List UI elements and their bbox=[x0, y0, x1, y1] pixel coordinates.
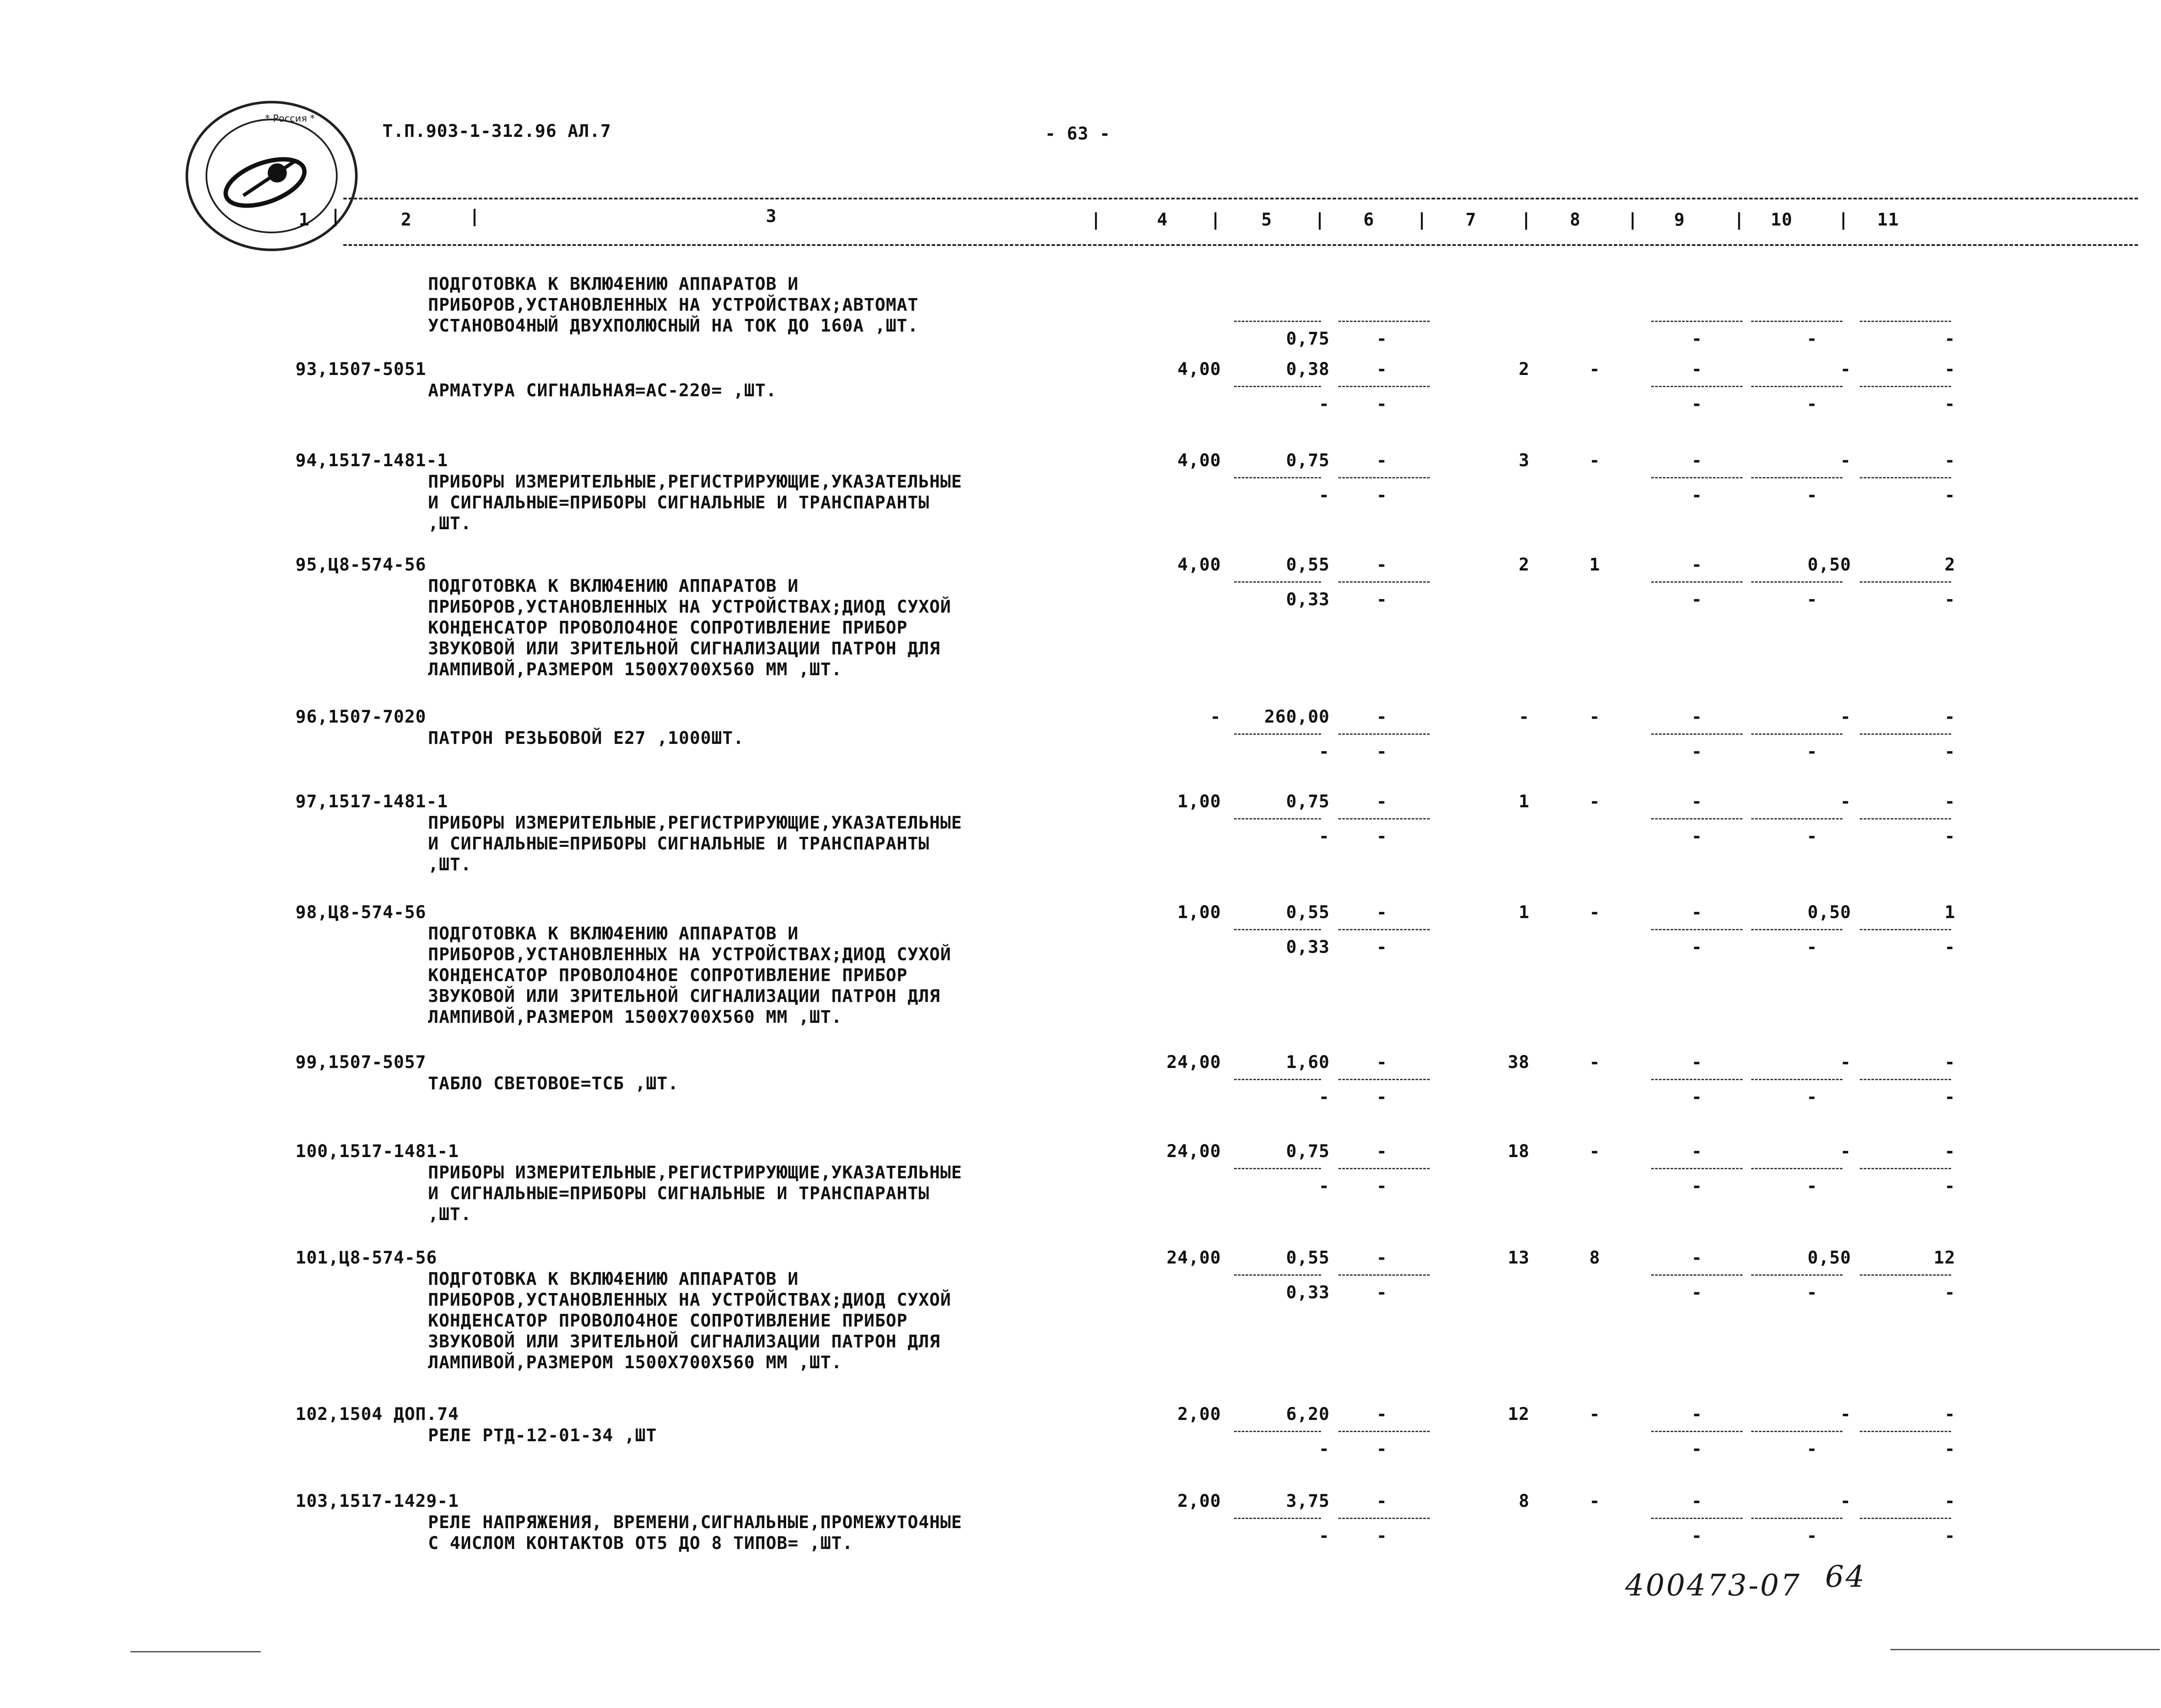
cell-c6: - bbox=[1376, 792, 1388, 812]
cell-c9: - bbox=[1691, 902, 1703, 922]
cell-c11: - bbox=[1944, 1491, 1955, 1511]
cell-c10-second: - bbox=[1806, 590, 1818, 610]
cell-c9-second: - bbox=[1691, 590, 1703, 610]
cell-c10: 0,50 bbox=[1807, 902, 1851, 922]
cell-divider-line bbox=[1751, 733, 1842, 735]
cell-c5-second: - bbox=[1318, 394, 1330, 414]
cell-c11: - bbox=[1944, 451, 1955, 471]
cell-c6-second: - bbox=[1376, 394, 1388, 414]
cell-divider-line bbox=[1338, 477, 1430, 478]
cell-c6: - bbox=[1376, 451, 1388, 471]
cell-divider-line bbox=[1234, 1274, 1321, 1276]
cell-c10: - bbox=[1840, 1141, 1851, 1161]
cell-divider-line bbox=[1234, 1079, 1321, 1080]
cell-c9-second: - bbox=[1691, 329, 1703, 349]
cell-c8: 8 bbox=[1589, 1248, 1600, 1268]
row-code: 102,1504 ДОП.74 bbox=[295, 1404, 459, 1424]
cell-c5: 0,75 bbox=[1286, 792, 1330, 812]
cell-divider-line bbox=[1234, 818, 1321, 819]
col-num-1: 1 bbox=[299, 210, 310, 230]
cell-c5: 0,55 bbox=[1286, 902, 1330, 922]
cell-divider-line bbox=[1860, 733, 1951, 735]
cell-divider-line bbox=[1860, 1518, 1951, 1519]
cell-c9-second: - bbox=[1691, 1087, 1703, 1107]
cell-c10: - bbox=[1840, 792, 1851, 812]
cell-c4: - bbox=[1210, 707, 1221, 727]
row-code: 93,1507-5051 bbox=[295, 359, 426, 379]
col-sep: | bbox=[1091, 210, 1102, 230]
cell-divider-line bbox=[1234, 1431, 1321, 1432]
cell-c7: 8 bbox=[1518, 1491, 1530, 1511]
doc-code: Т.П.903-1-312.96 АЛ.7 bbox=[382, 121, 611, 141]
cell-c11-second: - bbox=[1944, 329, 1955, 349]
col-sep: | bbox=[1627, 210, 1639, 230]
cell-divider-line bbox=[1651, 1518, 1743, 1519]
cell-divider-line bbox=[1860, 1168, 1951, 1169]
cell-c6-second: - bbox=[1376, 1439, 1388, 1459]
cell-divider-line bbox=[1234, 1518, 1321, 1519]
cell-divider-line bbox=[1751, 477, 1842, 478]
cell-divider-line bbox=[1651, 386, 1743, 387]
col-sep: | bbox=[1315, 210, 1326, 230]
cell-c11: - bbox=[1944, 792, 1955, 812]
row-code: 95,Ц8-574-56 bbox=[295, 555, 426, 575]
cell-c11-second: - bbox=[1944, 937, 1955, 957]
cell-divider-line bbox=[1338, 1168, 1430, 1169]
cell-c6: - bbox=[1376, 359, 1388, 379]
cell-c5: 1,60 bbox=[1286, 1052, 1330, 1072]
cell-c6: - bbox=[1376, 1248, 1388, 1268]
cell-c9-second: - bbox=[1691, 1526, 1703, 1546]
cell-c10-second: - bbox=[1806, 329, 1818, 349]
cell-c10-second: - bbox=[1806, 1439, 1818, 1459]
cell-c11: 12 bbox=[1933, 1248, 1955, 1268]
row-description: ПРИБОРЫ ИЗМЕРИТЕЛЬНЫЕ,РЕГИСТРИРУЮЩИЕ,УКАЗАТЕЛЬНЫЕ И СИГНАЛЬНЫЕ=ПРИБОРЫ СИГНАЛЬНЫЕ И ТРАНСПАРАНТЫ ,ШТ. bbox=[428, 472, 963, 534]
cell-divider-line bbox=[1860, 1274, 1951, 1276]
round-stamp bbox=[178, 96, 369, 261]
cell-c9: - bbox=[1691, 555, 1703, 575]
cell-c5: 6,20 bbox=[1286, 1404, 1330, 1424]
cell-divider-line bbox=[1338, 818, 1430, 819]
cell-c9-second: - bbox=[1691, 1176, 1703, 1196]
cell-c6-second: - bbox=[1376, 329, 1388, 349]
cell-divider-line bbox=[1751, 321, 1842, 322]
row-code: 101,Ц8-574-56 bbox=[295, 1248, 438, 1268]
cell-c6-second: - bbox=[1376, 1283, 1388, 1303]
col-num-5: 5 bbox=[1261, 210, 1272, 230]
col-num-11: 11 bbox=[1877, 210, 1899, 230]
page-number: - 63 - bbox=[1045, 124, 1111, 144]
cell-c8: - bbox=[1589, 1052, 1600, 1072]
cell-divider-line bbox=[1751, 1274, 1842, 1276]
cell-c8: - bbox=[1589, 902, 1600, 922]
cell-c11-second: - bbox=[1944, 826, 1955, 846]
row-code: 99,1507-5057 bbox=[295, 1052, 426, 1072]
row-description: ПАТРОН РЕЗЬБОВОЙ Е27 ,1000ШТ. bbox=[428, 728, 744, 748]
row-code: 98,Ц8-574-56 bbox=[295, 902, 426, 922]
col-sep: | bbox=[1521, 210, 1532, 230]
cell-c9-second: - bbox=[1691, 937, 1703, 957]
cell-divider-line bbox=[1651, 1079, 1743, 1080]
cell-divider-line bbox=[1338, 321, 1430, 322]
cell-c9-second: - bbox=[1691, 826, 1703, 846]
cell-divider-line bbox=[1751, 1079, 1842, 1080]
cell-divider-line bbox=[1234, 929, 1321, 930]
cell-divider-line bbox=[1338, 1079, 1430, 1080]
cell-c5-second: - bbox=[1318, 1176, 1330, 1196]
cell-divider-line bbox=[1234, 581, 1321, 583]
cell-c6: - bbox=[1376, 555, 1388, 575]
cell-c5-second: 0,75 bbox=[1286, 329, 1330, 349]
cell-divider-line bbox=[1860, 386, 1951, 387]
cell-divider-line bbox=[1651, 581, 1743, 583]
cell-c10: 0,50 bbox=[1807, 555, 1851, 575]
cell-c11: - bbox=[1944, 1404, 1955, 1424]
cell-c8: - bbox=[1589, 792, 1600, 812]
cell-c5-second: - bbox=[1318, 485, 1330, 505]
row-description: ПОДГОТОВКА К ВКЛЮ4ЕНИЮ АППАРАТОВ И ПРИБОРОВ,УСТАНОВЛЕННЫХ НА УСТРОЙСТВАХ;ДИОД СУХОЙ КОНДЕНСАТОР ПРОВОЛО4НОЕ СОПРОТИВЛЕНИЕ ПРИБОР ЗВУКОВОЙ ИЛИ ЗРИТЕЛЬНОЙ СИГНАЛИЗАЦИИ ПАТРОН ДЛЯ ЛАМПИВОЙ,РАЗМЕРОМ 1500Х700Х560 ММ ,ШТ. bbox=[428, 924, 951, 1027]
cell-c11-second: - bbox=[1944, 1283, 1955, 1303]
cell-c10-second: - bbox=[1806, 485, 1818, 505]
cell-c5: 0,55 bbox=[1286, 1248, 1330, 1268]
cell-c6-second: - bbox=[1376, 1176, 1388, 1196]
cell-c9: - bbox=[1691, 792, 1703, 812]
cell-c9-second: - bbox=[1691, 742, 1703, 762]
cell-c10-second: - bbox=[1806, 937, 1818, 957]
header-rule-bottom bbox=[343, 244, 2138, 246]
cell-c4: 1,00 bbox=[1177, 902, 1221, 922]
cell-c11-second: - bbox=[1944, 1526, 1955, 1546]
cell-c10-second: - bbox=[1806, 826, 1818, 846]
cell-c7: 38 bbox=[1507, 1052, 1530, 1072]
cell-divider-line bbox=[1651, 1274, 1743, 1276]
cell-c9-second: - bbox=[1691, 1283, 1703, 1303]
cell-c9-second: - bbox=[1691, 1439, 1703, 1459]
cell-c6: - bbox=[1376, 902, 1388, 922]
row-code: 97,1517-1481-1 bbox=[295, 792, 448, 812]
cell-divider-line bbox=[1751, 929, 1842, 930]
col-sep: | bbox=[1210, 210, 1222, 230]
row-description: ПРИБОРЫ ИЗМЕРИТЕЛЬНЫЕ,РЕГИСТРИРУЮЩИЕ,УКАЗАТЕЛЬНЫЕ И СИГНАЛЬНЫЕ=ПРИБОРЫ СИГНАЛЬНЫЕ И ТРАНСПАРАНТЫ ,ШТ. bbox=[428, 813, 963, 875]
cell-c5-second: 0,33 bbox=[1286, 937, 1330, 957]
cell-c4: 2,00 bbox=[1177, 1491, 1221, 1511]
row-code: 94,1517-1481-1 bbox=[295, 451, 448, 471]
col-num-8: 8 bbox=[1570, 210, 1581, 230]
cell-c6-second: - bbox=[1376, 742, 1388, 762]
cell-c10: - bbox=[1840, 707, 1851, 727]
cell-c6-second: - bbox=[1376, 937, 1388, 957]
cell-c5: 0,75 bbox=[1286, 451, 1330, 471]
cell-c4: 2,00 bbox=[1177, 1404, 1221, 1424]
cell-c8: - bbox=[1589, 359, 1600, 379]
cell-c11: 2 bbox=[1944, 555, 1955, 575]
col-num-10: 10 bbox=[1770, 210, 1793, 230]
row-code: 100,1517-1481-1 bbox=[295, 1141, 459, 1161]
cell-c10: - bbox=[1840, 1404, 1851, 1424]
cell-c11-second: - bbox=[1944, 394, 1955, 414]
cell-c9-second: - bbox=[1691, 485, 1703, 505]
cell-c7: 13 bbox=[1507, 1248, 1530, 1268]
cell-divider-line bbox=[1751, 1168, 1842, 1169]
cell-c11-second: - bbox=[1944, 485, 1955, 505]
cell-c4: 4,00 bbox=[1177, 555, 1221, 575]
scan-edge-line bbox=[130, 1651, 261, 1652]
cell-c6: - bbox=[1376, 1052, 1388, 1072]
row-code: 103,1517-1429-1 bbox=[295, 1491, 459, 1511]
cell-c11-second: - bbox=[1944, 742, 1955, 762]
cell-c7: 2 bbox=[1518, 359, 1530, 379]
cell-divider-line bbox=[1651, 929, 1743, 930]
cell-divider-line bbox=[1234, 477, 1321, 478]
cell-c5: 3,75 bbox=[1286, 1491, 1330, 1511]
cell-c8: - bbox=[1589, 1491, 1600, 1511]
cell-c6: - bbox=[1376, 1141, 1388, 1161]
cell-divider-line bbox=[1751, 1431, 1842, 1432]
col-sep: | bbox=[1417, 210, 1428, 230]
cell-divider-line bbox=[1860, 581, 1951, 583]
row-description: ПОДГОТОВКА К ВКЛЮ4ЕНИЮ АППАРАТОВ И ПРИБОРОВ,УСТАНОВЛЕННЫХ НА УСТРОЙСТВАХ;ДИОД СУХОЙ КОНДЕНСАТОР ПРОВОЛО4НОЕ СОПРОТИВЛЕНИЕ ПРИБОР ЗВУКОВОЙ ИЛИ ЗРИТЕЛЬНОЙ СИГНАЛИЗАЦИИ ПАТРОН ДЛЯ ЛАМПИВОЙ,РАЗМЕРОМ 1500Х700Х560 ММ ,ШТ. bbox=[428, 576, 951, 680]
cell-c4: 4,00 bbox=[1177, 451, 1221, 471]
cell-divider-line bbox=[1338, 581, 1430, 583]
cell-c8: - bbox=[1589, 1141, 1600, 1161]
cell-c7: 1 bbox=[1518, 792, 1530, 812]
cell-c11-second: - bbox=[1944, 1176, 1955, 1196]
cell-divider-line bbox=[1860, 477, 1951, 478]
cell-c4: 24,00 bbox=[1166, 1052, 1221, 1072]
cell-divider-line bbox=[1338, 386, 1430, 387]
cell-divider-line bbox=[1338, 1431, 1430, 1432]
cell-c7: - bbox=[1518, 707, 1530, 727]
cell-c10: 0,50 bbox=[1807, 1248, 1851, 1268]
col-sep: | bbox=[469, 206, 481, 226]
cell-c7: 3 bbox=[1518, 451, 1530, 471]
cell-c4: 1,00 bbox=[1177, 792, 1221, 812]
cell-c9: - bbox=[1691, 1141, 1703, 1161]
cell-c5: 260,00 bbox=[1264, 707, 1330, 727]
cell-divider-line bbox=[1651, 733, 1743, 735]
handwritten-code: 400473-07 bbox=[1625, 1569, 1802, 1603]
cell-c11-second: - bbox=[1944, 590, 1955, 610]
row-description: ПОДГОТОВКА К ВКЛЮ4ЕНИЮ АППАРАТОВ И ПРИБОРОВ,УСТАНОВЛЕННЫХ НА УСТРОЙСТВАХ;ДИОД СУХОЙ КОНДЕНСАТОР ПРОВОЛО4НОЕ СОПРОТИВЛЕНИЕ ПРИБОР ЗВУКОВОЙ ИЛИ ЗРИТЕЛЬНОЙ СИГНАЛИЗАЦИИ ПАТРОН ДЛЯ ЛАМПИВОЙ,РАЗМЕРОМ 1500Х700Х560 ММ ,ШТ. bbox=[428, 1269, 951, 1373]
col-num-3: 3 bbox=[766, 206, 777, 226]
cell-c5-second: - bbox=[1318, 826, 1330, 846]
cell-c9: - bbox=[1691, 707, 1703, 727]
row-description: ПРИБОРЫ ИЗМЕРИТЕЛЬНЫЕ,РЕГИСТРИРУЮЩИЕ,УКАЗАТЕЛЬНЫЕ И СИГНАЛЬНЫЕ=ПРИБОРЫ СИГНАЛЬНЫЕ И ТРАНСПАРАНТЫ ,ШТ. bbox=[428, 1163, 963, 1224]
cell-c6-second: - bbox=[1376, 1087, 1388, 1107]
row-description: РЕЛЕ РТД-12-01-34 ,ШТ bbox=[428, 1426, 657, 1446]
cell-c6: - bbox=[1376, 1491, 1388, 1511]
cell-c8: - bbox=[1589, 707, 1600, 727]
cell-c9: - bbox=[1691, 1248, 1703, 1268]
cell-c7: 1 bbox=[1518, 902, 1530, 922]
cell-c5-second: 0,33 bbox=[1286, 590, 1330, 610]
col-sep: | bbox=[1838, 210, 1849, 230]
cell-c5-second: - bbox=[1318, 1087, 1330, 1107]
cell-divider-line bbox=[1651, 1431, 1743, 1432]
cell-c11-second: - bbox=[1944, 1439, 1955, 1459]
cell-c9: - bbox=[1691, 1404, 1703, 1424]
cell-divider-line bbox=[1860, 321, 1951, 322]
col-sep: | bbox=[330, 206, 342, 226]
col-num-9: 9 bbox=[1674, 210, 1685, 230]
cell-divider-line bbox=[1338, 1274, 1430, 1276]
col-num-6: 6 bbox=[1363, 210, 1374, 230]
cell-c10: - bbox=[1840, 359, 1851, 379]
cell-divider-line bbox=[1860, 818, 1951, 819]
cell-c9: - bbox=[1691, 359, 1703, 379]
cell-c4: 24,00 bbox=[1166, 1141, 1221, 1161]
cell-divider-line bbox=[1651, 1168, 1743, 1169]
cell-c6-second: - bbox=[1376, 590, 1388, 610]
cell-c11: - bbox=[1944, 707, 1955, 727]
cell-c6-second: - bbox=[1376, 485, 1388, 505]
cell-divider-line bbox=[1860, 1079, 1951, 1080]
cell-c10: - bbox=[1840, 451, 1851, 471]
row-description: РЕЛЕ НАПРЯЖЕНИЯ, ВРЕМЕНИ,СИГНАЛЬНЫЕ,ПРОМЕЖУТО4НЫЕ С 4ИСЛОМ КОНТАКТОВ ОТ5 ДО 8 ТИПОВ= ,ШТ. bbox=[428, 1512, 963, 1553]
row-code: 96,1507-7020 bbox=[295, 707, 426, 727]
cell-divider-line bbox=[1234, 386, 1321, 387]
cell-c10-second: - bbox=[1806, 1176, 1818, 1196]
cell-c5: 0,75 bbox=[1286, 1141, 1330, 1161]
cell-divider-line bbox=[1338, 929, 1430, 930]
cell-c11-second: - bbox=[1944, 1087, 1955, 1107]
cell-divider-line bbox=[1234, 321, 1321, 322]
col-num-4: 4 bbox=[1157, 210, 1168, 230]
cell-c8: 1 bbox=[1589, 555, 1600, 575]
cell-c10-second: - bbox=[1806, 742, 1818, 762]
cell-c4: 4,00 bbox=[1177, 359, 1221, 379]
cell-divider-line bbox=[1651, 477, 1743, 478]
cell-c10: - bbox=[1840, 1491, 1851, 1511]
cell-c10-second: - bbox=[1806, 1283, 1818, 1303]
cell-c5-second: - bbox=[1318, 1439, 1330, 1459]
cell-c9: - bbox=[1691, 1491, 1703, 1511]
cell-c11: 1 bbox=[1944, 902, 1955, 922]
cell-c6: - bbox=[1376, 707, 1388, 727]
handwritten-page: 64 bbox=[1825, 1560, 1866, 1594]
cell-divider-line bbox=[1751, 581, 1842, 583]
cell-c6-second: - bbox=[1376, 1526, 1388, 1546]
cell-c4: 24,00 bbox=[1166, 1248, 1221, 1268]
row-description: ТАБЛО СВЕТОВОЕ=ТСБ ,ШТ. bbox=[428, 1074, 679, 1094]
col-num-2: 2 bbox=[401, 210, 412, 230]
stamp-text: * Россия * bbox=[265, 113, 315, 124]
cell-c11: - bbox=[1944, 1141, 1955, 1161]
cell-c5: 0,55 bbox=[1286, 555, 1330, 575]
cell-c5-second: 0,33 bbox=[1286, 1283, 1330, 1303]
cell-divider-line bbox=[1751, 818, 1842, 819]
cell-c7: 2 bbox=[1518, 555, 1530, 575]
cell-divider-line bbox=[1651, 818, 1743, 819]
cell-c10-second: - bbox=[1806, 1526, 1818, 1546]
cell-c8: - bbox=[1589, 451, 1600, 471]
cell-c7: 12 bbox=[1507, 1404, 1530, 1424]
cell-c9-second: - bbox=[1691, 394, 1703, 414]
col-sep: | bbox=[1734, 210, 1745, 230]
cell-divider-line bbox=[1234, 733, 1321, 735]
cell-c5-second: - bbox=[1318, 1526, 1330, 1546]
cell-c5: 0,38 bbox=[1286, 359, 1330, 379]
cell-divider-line bbox=[1751, 386, 1842, 387]
cell-c9: - bbox=[1691, 451, 1703, 471]
cell-c6-second: - bbox=[1376, 826, 1388, 846]
cell-c6: - bbox=[1376, 1404, 1388, 1424]
cell-c10-second: - bbox=[1806, 394, 1818, 414]
cell-c10: - bbox=[1840, 1052, 1851, 1072]
cell-divider-line bbox=[1338, 733, 1430, 735]
row-description: АРМАТУРА СИГНАЛЬНАЯ=АС-220= ,ШТ. bbox=[428, 381, 777, 401]
header-rule-top bbox=[343, 198, 2138, 199]
cell-divider-line bbox=[1651, 321, 1743, 322]
cell-c11: - bbox=[1944, 359, 1955, 379]
cell-divider-line bbox=[1338, 1518, 1430, 1519]
scan-edge-line bbox=[1890, 1649, 2160, 1650]
row-description: ПОДГОТОВКА К ВКЛЮ4ЕНИЮ АППАРАТОВ И ПРИБОРОВ,УСТАНОВЛЕННЫХ НА УСТРОЙСТВАХ;АВТОМАТ УСТАНОВО4НЫЙ ДВУХПОЛЮСНЫЙ НА ТОК ДО 160А ,ШТ. bbox=[428, 274, 919, 336]
cell-c11: - bbox=[1944, 1052, 1955, 1072]
cell-c9: - bbox=[1691, 1052, 1703, 1072]
cell-c5-second: - bbox=[1318, 742, 1330, 762]
cell-c7: 18 bbox=[1507, 1141, 1530, 1161]
col-num-7: 7 bbox=[1465, 210, 1477, 230]
cell-c10-second: - bbox=[1806, 1087, 1818, 1107]
cell-divider-line bbox=[1234, 1168, 1321, 1169]
cell-divider-line bbox=[1860, 1431, 1951, 1432]
cell-divider-line bbox=[1751, 1518, 1842, 1519]
cell-c8: - bbox=[1589, 1404, 1600, 1424]
cell-divider-line bbox=[1860, 929, 1951, 930]
